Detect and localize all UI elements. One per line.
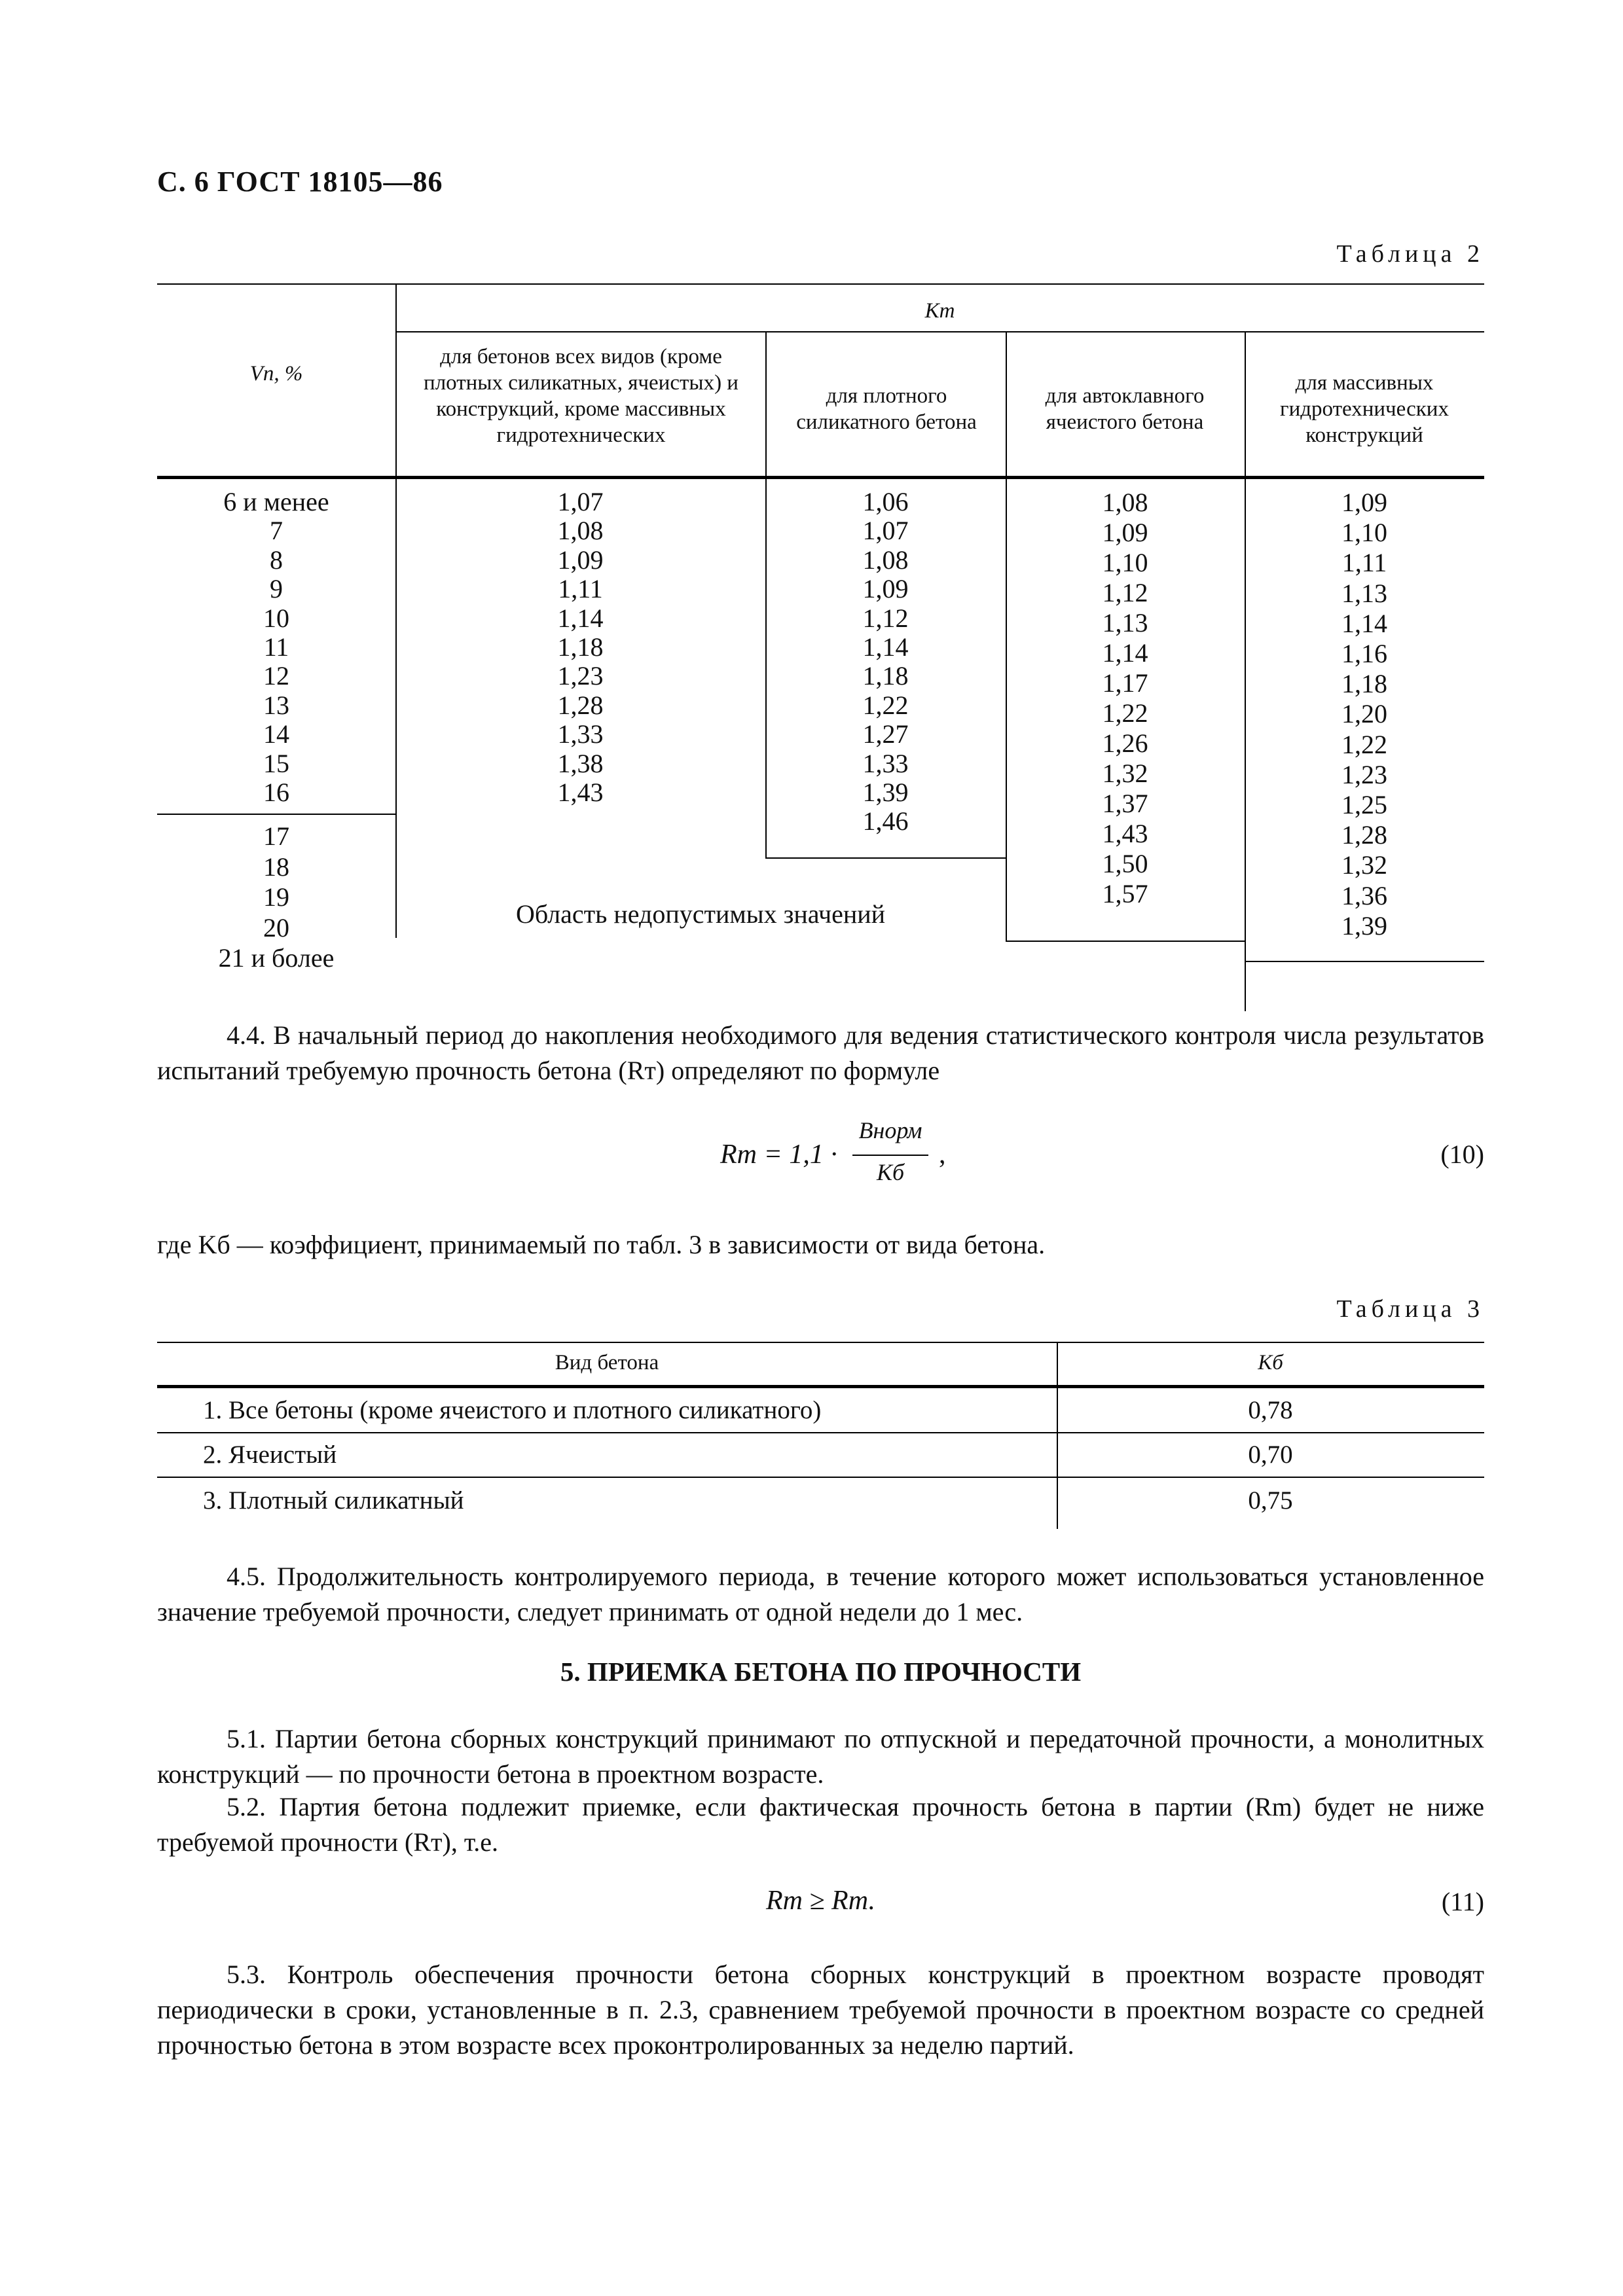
vp-value: 18	[263, 852, 289, 882]
vp-value: 19	[263, 882, 289, 912]
page-header: С. 6 ГОСТ 18105—86	[157, 166, 443, 198]
kt-value-col2: 1,18	[862, 661, 909, 691]
kt-value-col1: 1,07	[557, 487, 604, 516]
kt-value-col1: 1,11	[558, 574, 603, 604]
col1-header: для бетонов всех видов (кроме плотных силикатных, ячеистых) и конструкций, кроме массивных гидротехнических	[424, 345, 739, 447]
kt-value-col4: 1,09	[1341, 488, 1387, 517]
col1-values	[395, 488, 765, 807]
kt-value-col3: 1,10	[1102, 548, 1148, 577]
vp-value: 6 и менее	[223, 487, 329, 516]
vp-value: 15	[263, 748, 289, 778]
kt-value-col4: 1,16	[1341, 639, 1387, 669]
kt-value-col4: 1,28	[1341, 820, 1387, 850]
kt-value-col4: 1,32	[1341, 850, 1387, 880]
paragraph-5-2: 5.2. Партия бетона подлежит приемке, если фактическая прочность бетона в партии (Rm) будет не ниже требуемой прочности (Rт), т.е.	[157, 1792, 1484, 1857]
kt-value-col3: 1,14	[1102, 638, 1148, 668]
kt-value-col3: 1,12	[1102, 578, 1148, 607]
vp-value: 16	[263, 778, 289, 808]
formula-10-number: (10)	[1440, 1139, 1484, 1169]
table2	[157, 283, 1484, 1011]
kt-value-col3: 1,32	[1102, 759, 1148, 788]
kt-value-col2: 1,22	[862, 690, 909, 720]
kt-value-col2: 1,14	[862, 632, 909, 662]
formula-10-comma: ,	[939, 1139, 946, 1170]
kt-value-col3: 1,13	[1102, 608, 1148, 637]
kt-value-col1: 1,18	[557, 632, 604, 662]
kt-value-col4: 1,23	[1341, 759, 1387, 789]
vp-value: 11	[263, 632, 289, 662]
kt-value-col2: 1,08	[862, 545, 909, 575]
table3-header-type: Вид бетона	[555, 1351, 659, 1374]
section-5-title: 5. ПРИЕМКА БЕТОНА ПО ПРОЧНОСТИ	[560, 1657, 1082, 1687]
formula-11-number: (11)	[1441, 1887, 1484, 1916]
vp-value: 17	[263, 821, 289, 851]
table3-row-1-name: 1. Все бетоны (кроме ячеистого и плотного силикатного)	[203, 1396, 822, 1424]
vp-value: 10	[263, 603, 289, 633]
kt-value-col1: 1,33	[557, 719, 604, 749]
paragraph-4-4: 4.4. В начальный период до накопления необходимого для ведения статистического контроля числа результатов испытаний требуемую прочность бетона (Rт) определяют по формуле	[157, 1020, 1484, 1085]
kt-value-col4: 1,18	[1341, 669, 1387, 699]
formula-10-denominator: Kб	[876, 1159, 905, 1185]
paragraph-5-1: 5.1. Партии бетона сборных конструкций принимают по отпускной и передаточной прочности, а монолитных конструкций — по прочности бетона в проектном возрасте.	[157, 1724, 1484, 1789]
kt-value-col1: 1,08	[557, 516, 604, 546]
kt-value-col4: 1,13	[1341, 578, 1387, 608]
kt-value-col3: 1,22	[1102, 698, 1148, 728]
kt-value-col3: 1,17	[1102, 668, 1148, 698]
kt-value-col3: 1,08	[1102, 488, 1148, 517]
col4-values	[1245, 488, 1484, 941]
table3-row-2-value: 0,70	[1248, 1441, 1293, 1469]
vp-value: 13	[263, 690, 289, 720]
table3-row-3-name: 3. Плотный силикатный	[203, 1486, 464, 1515]
kt-value-col3: 1,57	[1102, 879, 1148, 908]
kt-value-col2: 1,46	[862, 806, 909, 836]
col2-values	[765, 488, 1006, 836]
formula-10-numerator: Bнорм	[858, 1117, 922, 1143]
kt-value-col3: 1,26	[1102, 728, 1148, 758]
kt-value-col4: 1,14	[1341, 608, 1387, 638]
vp-header: Vп, %	[249, 362, 303, 386]
where-text: где Kб — коэффициент, принимаемый по табл. 3 в зависимости от вида бетона.	[157, 1230, 1046, 1259]
vp-value: 7	[270, 516, 283, 546]
kt-value-col3: 1,43	[1102, 819, 1148, 848]
kt-value-col4: 1,20	[1341, 699, 1387, 729]
col3-header: для автоклавного ячеистого бетона	[1045, 384, 1205, 434]
table3-header-k: Kб	[1258, 1351, 1283, 1374]
kt-value-col2: 1,07	[862, 516, 909, 546]
kt-value-col3: 1,37	[1102, 789, 1148, 818]
table2-caption: Таблица 2	[1336, 240, 1484, 268]
paragraph-4-5: 4.5. Продолжительность контролируемого периода, в течение которого может использоваться установленное значение требуемой прочности, следует принимать от одной недели до 1 мес.	[157, 1562, 1484, 1626]
kt-value-col4: 1,25	[1341, 790, 1387, 820]
table3-caption: Таблица 3	[1336, 1295, 1484, 1323]
kt-value-col1: 1,38	[557, 748, 604, 778]
kt-value-col1: 1,09	[557, 545, 604, 575]
formula-11: Rm ≥ Rт.	[766, 1886, 876, 1916]
kt-value-col4: 1,36	[1341, 880, 1387, 910]
vp-value: 21 и более	[218, 943, 335, 973]
kt-value-col2: 1,12	[862, 603, 909, 633]
kt-value-col1: 1,23	[557, 661, 604, 691]
vp-value: 12	[263, 661, 289, 691]
kt-value-col1: 1,14	[557, 603, 604, 633]
kt-value-col2: 1,39	[862, 778, 909, 808]
col4-header: для массивных гидротехнических конструкций	[1280, 371, 1449, 447]
vp-value: 20	[263, 912, 289, 942]
kt-value-col3: 1,09	[1102, 518, 1148, 547]
kt-value-col4: 1,10	[1341, 518, 1387, 548]
col3-values	[1006, 488, 1245, 909]
kt-value-col4: 1,11	[1341, 548, 1387, 578]
vp-value: 9	[270, 574, 283, 604]
vp-value: 14	[263, 719, 289, 749]
table3-row-2-name: 2. Ячеистый	[203, 1441, 337, 1469]
paragraph-5-3: 5.3. Контроль обеспечения прочности бетона сборных конструкций в проектном возрасте проводят периодически в сроки, установленные в п. 2.3, сравнением требуемой прочности в проектном возрасте со средней прочностью бетона в этом возрасте всех проконтролированных за неделю партий.	[157, 1960, 1484, 2060]
table3-row-1-value: 0,78	[1248, 1396, 1293, 1424]
kt-value-col4: 1,22	[1341, 729, 1387, 759]
kt-value-col2: 1,27	[862, 719, 909, 749]
kt-value-col1: 1,43	[557, 778, 604, 808]
vp-values-lower	[157, 821, 395, 974]
formula-10-lhs: Rт = 1,1 ·	[720, 1139, 837, 1170]
invalid-region-label: Область недопустимых значений	[515, 899, 886, 929]
kt-value-col1: 1,28	[557, 690, 604, 720]
table3	[157, 1342, 1484, 1529]
kt-value-col2: 1,33	[862, 748, 909, 778]
vp-value: 8	[270, 545, 283, 575]
kt-group-header: Kт	[924, 299, 955, 323]
col2-header: для плотного силикатного бетона	[796, 384, 977, 434]
vp-values	[157, 488, 395, 807]
kt-value-col2: 1,06	[862, 487, 909, 516]
kt-value-col4: 1,39	[1341, 910, 1387, 941]
kt-value-col3: 1,50	[1102, 849, 1148, 878]
kt-value-col2: 1,09	[862, 574, 909, 604]
table3-row-3-value: 0,75	[1248, 1486, 1293, 1515]
